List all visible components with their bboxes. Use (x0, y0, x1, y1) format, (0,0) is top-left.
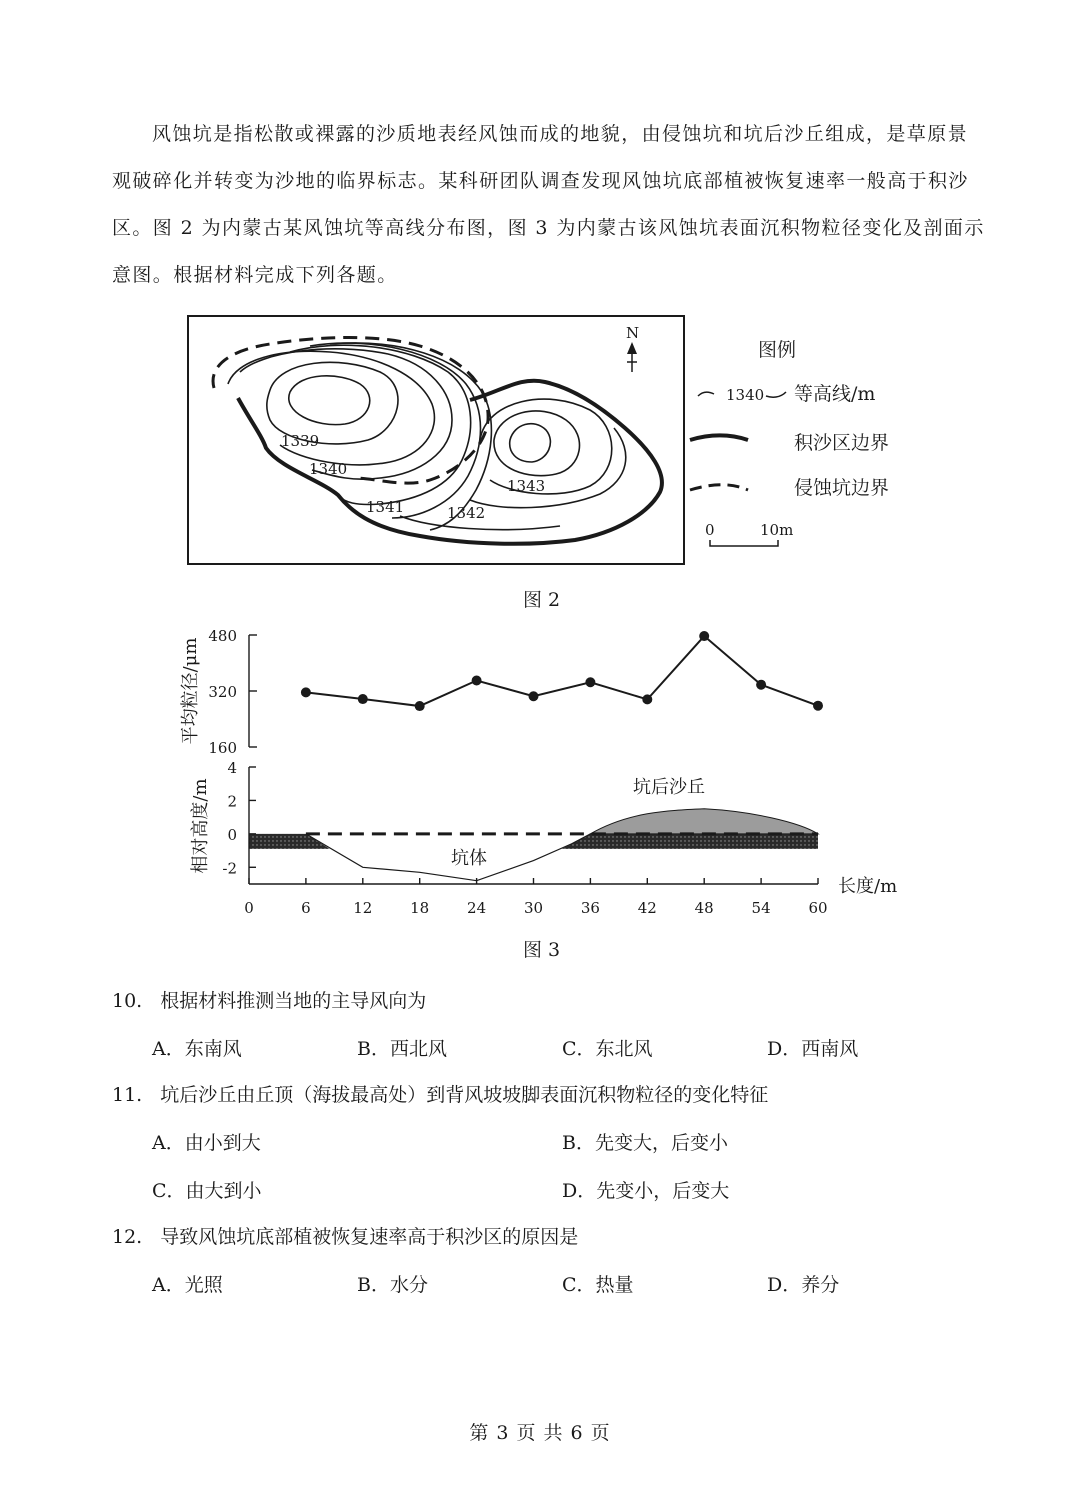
legend-contour-label: 等高线/m (794, 383, 876, 405)
contour-line (480, 399, 612, 494)
question-11 (112, 1080, 768, 1107)
figure2-contour-map (0, 0, 1080, 620)
legend-title: 图例 (758, 339, 797, 361)
question-number: 10. (112, 990, 143, 1012)
contour-label: 1341 (366, 498, 405, 516)
material-line: 区。图 2 为内蒙古某风蚀坑等高线分布图，图 3 为内蒙古该风蚀坑表面沉积物粒径变化及剖面示 (112, 217, 985, 239)
contour-line (228, 351, 434, 465)
legend-pit-line (690, 485, 748, 490)
option-10b[interactable]: B．西北风 (357, 1038, 447, 1060)
dune-shape (590, 809, 818, 834)
option-11d[interactable]: D．先变小，后变大 (562, 1180, 730, 1202)
data-point (415, 701, 425, 711)
question-10 (112, 986, 426, 1013)
y-axis-label: 平均粒径/μm (180, 637, 201, 745)
page-footer: 第 3 页 共 6 页 (469, 1422, 611, 1444)
x-tick-label: 18 (410, 899, 430, 917)
option-12b[interactable]: B．水分 (357, 1274, 428, 1296)
y-tick-label: 160 (208, 739, 237, 757)
question-text: 根据材料推测当地的主导风向为 (160, 990, 427, 1012)
north-arrow-icon (626, 324, 639, 372)
y-tick-label: 4 (227, 759, 237, 777)
question-12 (112, 1222, 578, 1249)
x-tick-label: 54 (751, 899, 771, 917)
x-tick-label: 12 (353, 899, 373, 917)
legend-contour-sample: 1340 (726, 386, 765, 404)
erosion-pit-boundary (213, 338, 488, 484)
x-axis-label: 长度/m (838, 876, 898, 897)
option-11b[interactable]: B．先变大，后变小 (562, 1132, 728, 1154)
question-number: 12. (112, 1226, 143, 1248)
y-axis-label: 相对高度/m (190, 778, 211, 874)
option-12d[interactable]: D．养分 (767, 1274, 840, 1296)
material-line: 风蚀坑是指松散或裸露的沙质地表经风蚀而成的地貌，由侵蚀坑和坑后沙丘组成，是草原景 (152, 123, 969, 145)
x-tick-label: 60 (808, 899, 828, 917)
scale-bar (705, 521, 793, 546)
option-10a[interactable]: A．东南风 (152, 1038, 242, 1060)
pit-label: 坑体 (451, 848, 487, 869)
option-12a[interactable]: A．光照 (152, 1274, 223, 1296)
data-point (585, 677, 595, 687)
option-10c[interactable]: C．东北风 (562, 1038, 653, 1060)
sand-layer-left (249, 834, 330, 849)
grain-size-line (306, 636, 818, 706)
contour-label: 1340 (309, 460, 348, 478)
legend (690, 339, 889, 499)
contour-label: 1343 (507, 477, 546, 495)
legend-pit-label: 侵蚀坑边界 (794, 477, 890, 499)
contour-line (330, 343, 491, 530)
profile-axes (190, 759, 897, 917)
y-tick-label: 0 (227, 825, 237, 844)
question-text: 坑后沙丘由丘顶（海拔最高处）到背风坡坡脚表面沉积物粒径的变化特征 (160, 1084, 769, 1106)
option-11c[interactable]: C．由大到小 (152, 1180, 262, 1202)
pit-profile-line (306, 834, 591, 881)
y-tick-label: 480 (208, 627, 237, 645)
x-tick-label: 48 (694, 899, 714, 917)
x-tick-label: 36 (580, 899, 600, 917)
contour-line (510, 424, 551, 462)
data-point (301, 687, 311, 697)
contour-label: 1342 (447, 504, 486, 522)
x-tick-label: 24 (467, 899, 487, 917)
figure2-caption: 图 2 (523, 589, 561, 611)
x-tick-label: 0 (244, 899, 254, 917)
x-tick-label: 42 (637, 899, 657, 917)
legend-sand-label: 积沙区边界 (794, 432, 890, 454)
x-tick-label: 30 (523, 899, 544, 917)
data-point (756, 680, 766, 690)
data-point (529, 691, 539, 701)
x-tick-label: 6 (301, 899, 311, 917)
figure3-caption: 图 3 (523, 939, 561, 961)
data-point (472, 676, 482, 686)
data-point (642, 694, 652, 704)
material-line: 观破碎化并转变为沙地的临界标志。某科研团队调查发现风蚀坑底部植被恢复速率一般高于积沙 (112, 170, 969, 192)
option-10d[interactable]: D．西南风 (767, 1038, 859, 1060)
grain-size-series (180, 627, 823, 757)
contour-label: 1339 (281, 432, 320, 450)
legend-sand-line (690, 436, 748, 441)
sand-layer-right (562, 834, 818, 849)
data-point (813, 701, 823, 711)
north-label: N (626, 324, 640, 342)
data-point (358, 694, 368, 704)
option-12c[interactable]: C．热量 (562, 1274, 634, 1296)
contour-line (289, 376, 370, 425)
figure3-chart (0, 620, 1080, 970)
option-11a[interactable]: A．由小到大 (152, 1132, 261, 1154)
question-number: 11. (112, 1084, 143, 1106)
scale-zero: 0 (705, 521, 715, 539)
material-line: 意图。根据材料完成下列各题。 (112, 264, 398, 286)
y-tick-label: 320 (208, 683, 237, 701)
y-tick-label: 2 (227, 792, 237, 811)
contour-line (494, 411, 580, 476)
question-text: 导致风蚀坑底部植被恢复速率高于积沙区的原因是 (160, 1226, 579, 1248)
scale-ten: 10m (760, 521, 794, 539)
y-tick-label: -2 (222, 859, 237, 878)
dune-label: 坑后沙丘 (633, 777, 705, 798)
data-point (699, 631, 709, 641)
